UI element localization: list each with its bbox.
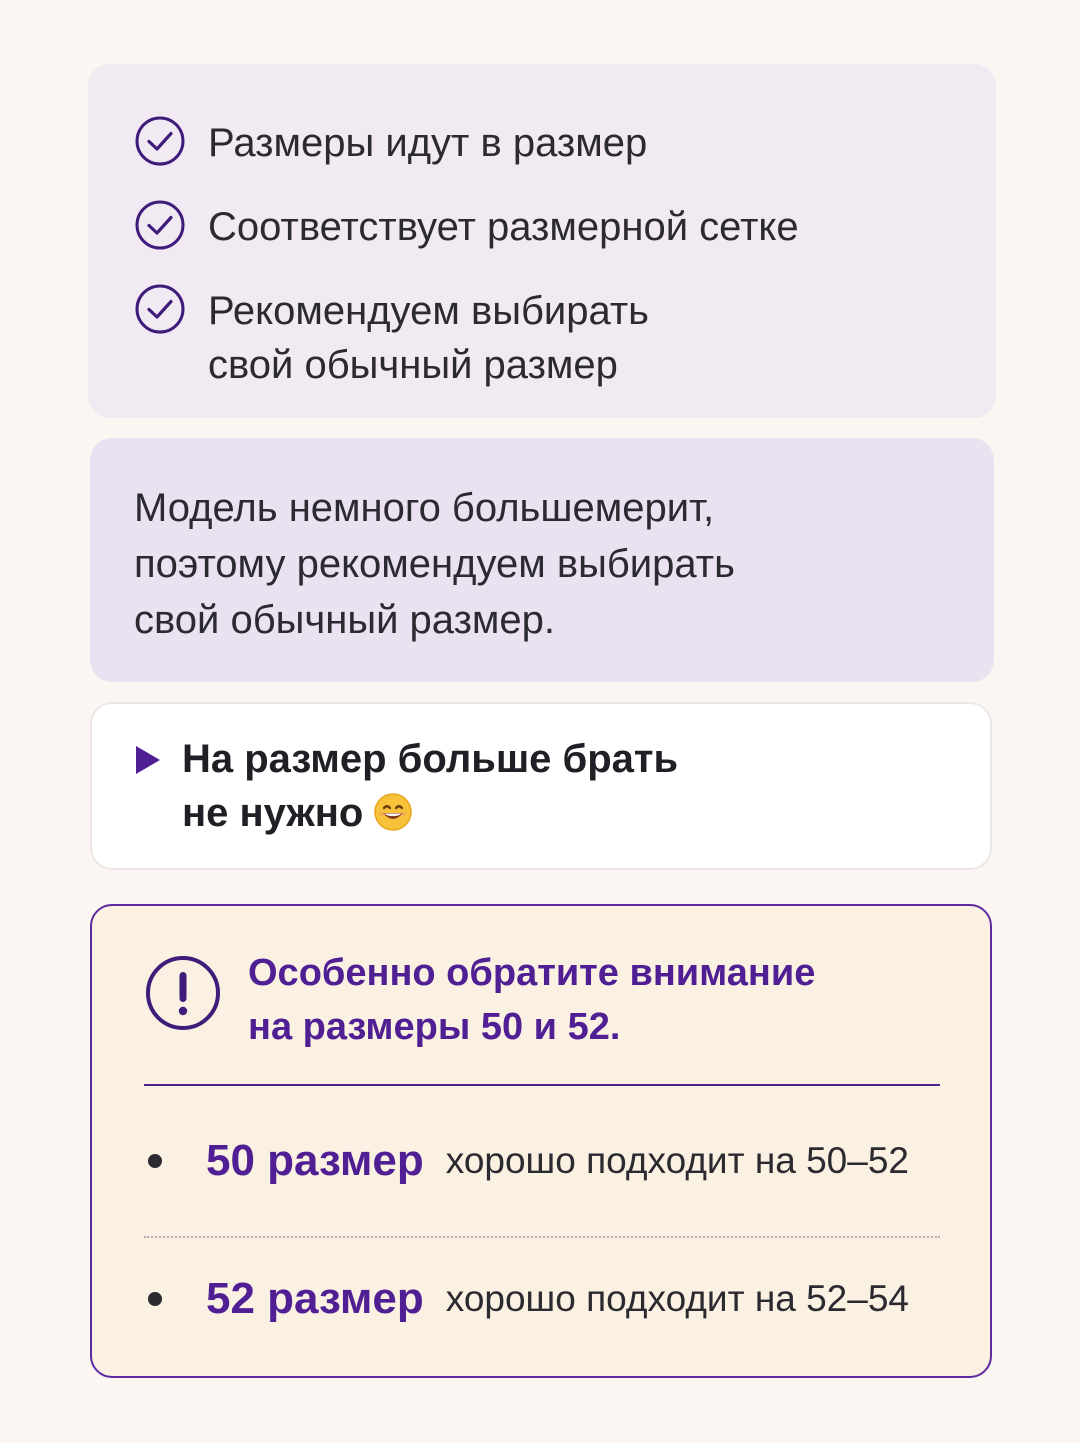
attention-card bbox=[90, 904, 992, 1378]
size-divider bbox=[144, 1236, 940, 1238]
play-arrow-icon bbox=[134, 744, 162, 776]
tip-card bbox=[90, 702, 992, 870]
check-circle-icon bbox=[134, 283, 186, 335]
check-circle-icon bbox=[134, 115, 186, 167]
attention-title bbox=[248, 946, 815, 1054]
checklist-item-text: Размеры идут в размер bbox=[208, 121, 648, 165]
checklist-item bbox=[134, 284, 649, 392]
attention-divider bbox=[144, 1084, 940, 1086]
size-label: 50 размер bbox=[206, 1136, 424, 1185]
checklist-item bbox=[134, 116, 647, 170]
tip-line-2 bbox=[182, 786, 678, 840]
attention-title-line-2: на размеры 50 и 52. bbox=[248, 1006, 621, 1048]
note-card bbox=[90, 438, 994, 682]
size-row bbox=[148, 1274, 909, 1324]
check-circle-icon bbox=[134, 199, 186, 251]
bullet bbox=[148, 1292, 162, 1306]
checklist-item-text: Рекомендуем выбирать свой обычный размер bbox=[208, 289, 649, 387]
size-label: 52 размер bbox=[206, 1274, 424, 1323]
size-description: хорошо подходит на 52–54 bbox=[445, 1278, 909, 1319]
size-row bbox=[148, 1136, 909, 1186]
tip-text bbox=[182, 732, 678, 840]
exclamation-circle-icon bbox=[144, 954, 222, 1032]
checklist-card bbox=[88, 64, 996, 418]
tip-line-2-text: не нужно bbox=[182, 791, 364, 835]
tip-line-1: На размер больше брать bbox=[182, 737, 679, 781]
checklist-item bbox=[134, 200, 799, 254]
bullet bbox=[148, 1154, 162, 1168]
checklist-item-text: Соответствует размерной сетке bbox=[208, 205, 799, 249]
note-text: Модель немного большемерит, поэтому рекомендуем выбирать свой обычный размер. bbox=[134, 486, 735, 642]
smiling-face-emoji bbox=[373, 792, 413, 832]
size-description: хорошо подходит на 50–52 bbox=[445, 1140, 909, 1181]
attention-title-line-1: Особенно обратите внимание bbox=[248, 952, 816, 994]
